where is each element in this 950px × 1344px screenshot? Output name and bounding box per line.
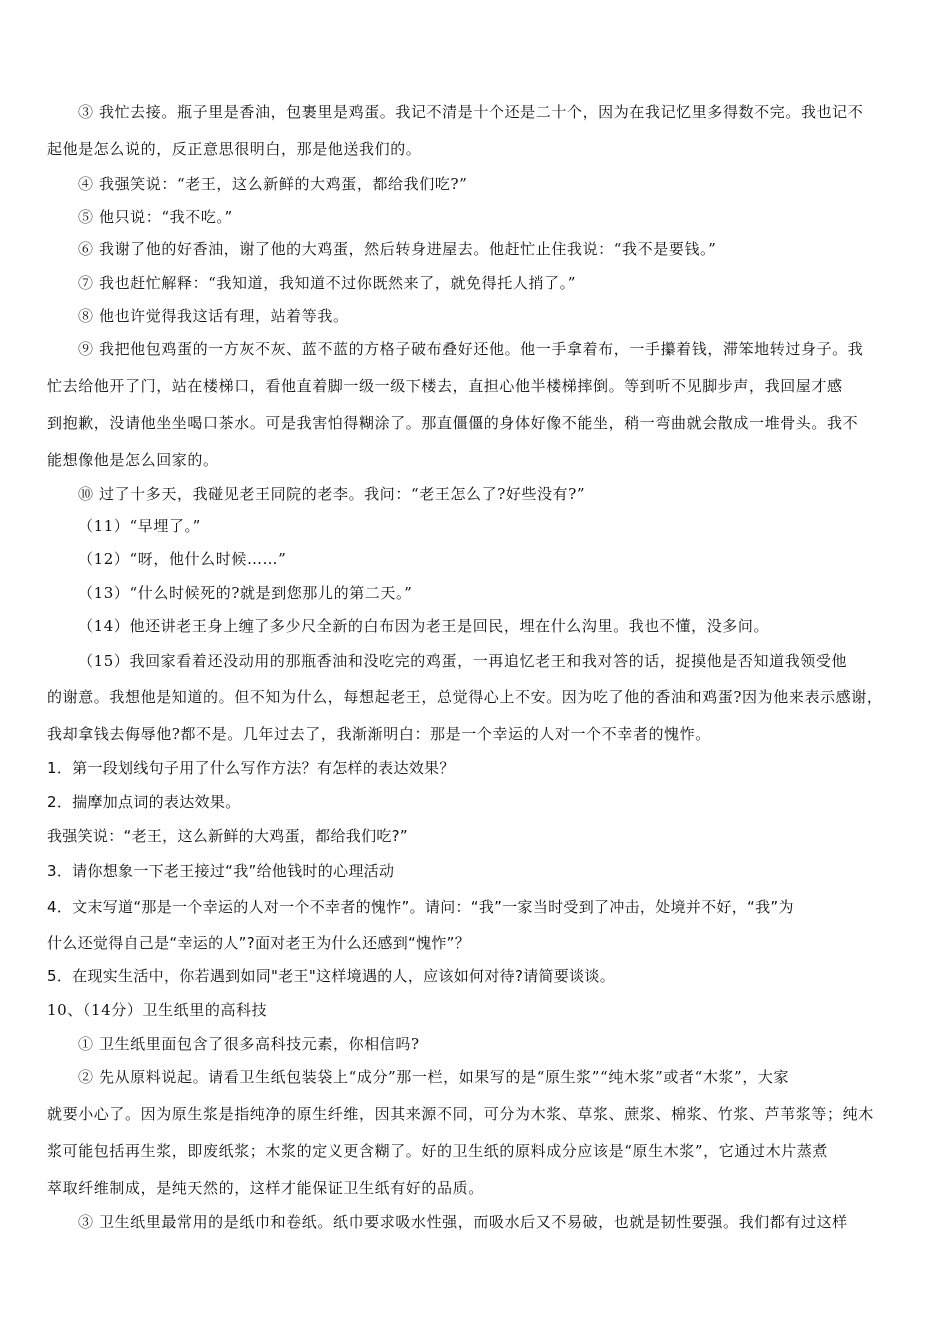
question-1: 1．第一段划线句子用了什么写作方法？有怎样的表达效果？ (47, 759, 455, 777)
question-4-line-2: 什么还觉得自己是“幸运的人”?面对老王为什么还感到“愧怍”？ (47, 934, 471, 952)
question-4-line-1: 4．文末写道“那是一个幸运的人对一个不幸者的愧怍”。请问：“我”一家当时受到了冲击，处境并不好，“我”为 (47, 898, 794, 916)
story-paragraph-9-line-4: 能想像他是怎么回家的。 (47, 451, 219, 469)
story-paragraph-3-line-1: ③ 我忙去接。瓶子里是香油，包裹里是鸡蛋。我记不清是十个还是二十个，因为在我记忆里多得数不完。我也记不 (78, 103, 864, 121)
story-paragraph-9-line-2: 忙去给他开了门，站在楼梯口，看他直着脚一级一级下楼去，直担心他半楼梯摔倒。等到听不见脚步声，我回屋才感 (47, 377, 843, 395)
story-paragraph-4: ④ 我强笑说：“老王，这么新鲜的大鸡蛋，都给我们吃?” (78, 175, 468, 193)
article-10-paragraph-2-line-3: 浆可能包括再生浆，即废纸浆；木浆的定义更含糊了。好的卫生纸的原料成分应该是“原生木浆”，它通过木片蒸煮 (47, 1142, 828, 1160)
story-paragraph-10: ⑩ 过了十多天，我碰见老王同院的老李。我问：“老王怎么了?好些没有?” (78, 485, 586, 503)
article-10-paragraph-2-line-1: ② 先从原料说起。请看卫生纸包装袋上“成分”那一栏，如果写的是“原生浆”“纯木浆”或者“木浆”，大家 (78, 1068, 790, 1086)
story-paragraph-15-line-2: 的谢意。我想他是知道的。但不知为什么，每想起老王，总觉得心上不安。因为吃了他的香油和鸡蛋?因为他来表示感谢， (47, 688, 883, 706)
article-10-paragraph-3-line-1: ③ 卫生纸里最常用的是纸巾和卷纸。纸巾要求吸水性强，而吸水后又不易破，也就是韧性要强。我们都有过这样 (78, 1213, 848, 1231)
article-10-heading: 10、（14分）卫生纸里的高科技 (47, 1001, 268, 1019)
story-paragraph-15-line-3: 我却拿钱去侮辱他?都不是。几年过去了，我渐渐明白：那是一个幸运的人对一个不幸者的愧怍。 (47, 725, 711, 743)
article-10-paragraph-2-line-4: 萃取纤维制成，是纯天然的，这样才能保证卫生纸有好的品质。 (47, 1179, 484, 1197)
story-paragraph-14: （14）他还讲老王身上缠了多少尺全新的白布因为老王是回民，埋在什么沟里。我也不懂，没多问。 (78, 617, 770, 635)
story-paragraph-5: ⑤ 他只说：“我不吃。” (78, 208, 233, 226)
story-paragraph-15-line-1: （15）我回家看着还没动用的那瓶香油和没吃完的鸡蛋，一再追忆老王和我对答的话，捉摸他是否知道我领受他 (78, 652, 848, 670)
question-5: 5．在现实生活中，你若遇到如同"老王"这样境遇的人，应该如何对待?请简要谈谈。 (47, 967, 616, 985)
article-10-paragraph-1: ① 卫生纸里面包含了很多高科技元素，你相信吗? (78, 1035, 420, 1053)
story-paragraph-9-line-3: 到抱歉，没请他坐坐喝口茶水。可是我害怕得糊涂了。那直僵僵的身体好像不能坐，稍一弯曲就会散成一堆骨头。我不 (47, 414, 859, 432)
story-paragraph-8: ⑧ 他也许觉得我这话有理，站着等我。 (78, 307, 349, 325)
story-paragraph-9-line-1: ⑨ 我把他包鸡蛋的一方灰不灰、蓝不蓝的方格子破布叠好还他。他一手拿着布，一手攥着钱，滞笨地转过身子。我 (78, 340, 864, 358)
question-2: 2．揣摩加点词的表达效果。 (47, 793, 241, 811)
question-3: 3．请你想象一下老王接过“我”给他钱时的心理活动 (47, 862, 395, 880)
question-2-quote: 我强笑说：“老王，这么新鲜的大鸡蛋，都给我们吃?” (47, 827, 409, 845)
story-paragraph-11: （11）“早埋了。” (78, 517, 201, 535)
story-paragraph-3-line-2: 起他是怎么说的，反正意思很明白，那是他送我们的。 (47, 140, 422, 158)
story-paragraph-7: ⑦ 我也赶忙解释：“我知道，我知道不过你既然来了，就免得托人捎了。” (78, 274, 577, 292)
story-paragraph-6: ⑥ 我谢了他的好香油，谢了他的大鸡蛋，然后转身进屋去。他赶忙止住我说：“我不是要钱。” (78, 240, 717, 258)
story-paragraph-13: （13）“什么时候死的?就是到您那儿的第二天。” (78, 584, 413, 602)
story-paragraph-12: （12）“呀，他什么时候……” (78, 550, 287, 568)
article-10-paragraph-2-line-2: 就要小心了。因为原生浆是指纯净的原生纤维，因其来源不同，可分为木浆、草浆、蔗浆、棉浆、竹浆、芦苇浆等；纯木 (47, 1105, 874, 1123)
